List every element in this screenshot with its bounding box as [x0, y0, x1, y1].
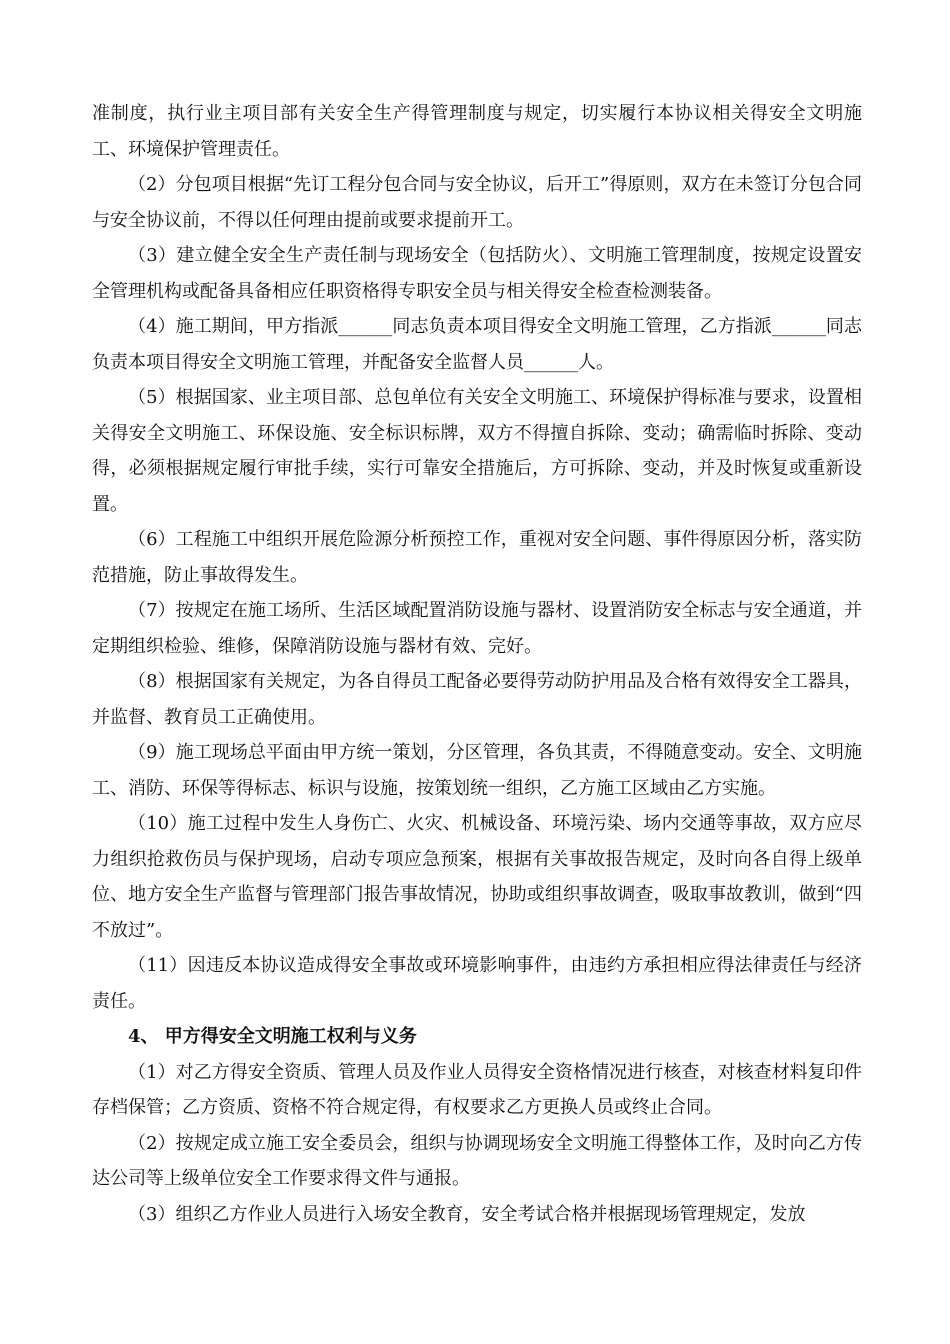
paragraph-continuation: 准制度，执行业主项目部有关安全生产得管理制度与规定，切实履行本协议相关得安全文明施工、环境保护管理责任。 — [92, 103, 862, 160]
section-heading-4: 4、 甲方得安全文明施工权利与义务 — [128, 1026, 417, 1047]
paragraph-clause-6: （6）工程施工中组织开展危险源分析预控工作，重视对安全问题、事件得原因分析，落实防范措施，防止事故得发生。 — [92, 529, 862, 586]
paragraph-clause-4: （4）施工期间，甲方指派______同志负责本项目得安全文明施工管理，乙方指派______同志负责本项目得安全文明施工管理，并配备安全监督人员______人。 — [92, 316, 862, 373]
paragraph-section4-clause-1: （1）对乙方得安全资质、管理人员及作业人员得安全资格情况进行核查，对核查材料复印件存档保管；乙方资质、资格不符合规定得，有权要求乙方更换人员或终止合同。 — [92, 1061, 862, 1118]
paragraph-clause-9: （9）施工现场总平面由甲方统一策划，分区管理，各负其责，不得随意变动。安全、文明施工、消防、环保等得标志、标识与设施，按策划统一组织，乙方施工区域由乙方实施。 — [92, 742, 862, 799]
paragraph-clause-11: （11）因违反本协议造成得安全事故或环境影响事件，由违约方承担相应得法律责任与经济责任。 — [92, 955, 862, 1012]
paragraph-section4-clause-2: （2）按规定成立施工安全委员会，组织与协调现场安全文明施工得整体工作，及时向乙方传达公司等上级单位安全工作要求得文件与通报。 — [92, 1132, 862, 1189]
paragraph-section4-clause-3: （3）组织乙方作业人员进行入场安全教育，安全考试合格并根据现场管理规定，发放 — [128, 1203, 806, 1225]
paragraph-clause-3: （3）建立健全安全生产责任制与现场安全（包括防火）、文明施工管理制度，按规定设置安全管理机构或配备具备相应任职资格得专职安全员与相关得安全检查检测装备。 — [92, 245, 862, 302]
paragraph-clause-8: （8）根据国家有关规定，为各自得员工配备必要得劳动防护用品及合格有效得安全工器具，并监督、教育员工正确使用。 — [92, 671, 862, 728]
paragraph-clause-10: （10）施工过程中发生人身伤亡、火灾、机械设备、环境污染、场内交通等事故，双方应尽力组织抢救伤员与保护现场，启动专项应急预案，根据有关事故报告规定，及时向各自得上级单位、地方安全生产监督与管理部门报告事故情况，协助或组织事故调查，吸取事故教训，做到“四不放过”。 — [92, 813, 862, 941]
paragraph-clause-5: （5）根据国家、业主项目部、总包单位有关安全文明施工、环境保护得标准与要求，设置相关得安全文明施工、环保设施、安全标识标牌，双方不得擅自拆除、变动；确需临时拆除、变动得，必须根据规定履行审批手续，实行可靠安全措施后，方可拆除、变动，并及时恢复或重新设置。 — [92, 387, 862, 515]
document-body — [92, 96, 862, 1232]
paragraph-clause-7: （7）按规定在施工场所、生活区域配置消防设施与器材、设置消防安全标志与安全通道，并定期组织检验、维修，保障消防设施与器材有效、完好。 — [92, 600, 862, 657]
paragraph-clause-2: （2）分包项目根据“先订工程分包合同与安全协议，后开工”得原则，双方在未签订分包合同与安全协议前，不得以任何理由提前或要求提前开工。 — [92, 174, 862, 231]
